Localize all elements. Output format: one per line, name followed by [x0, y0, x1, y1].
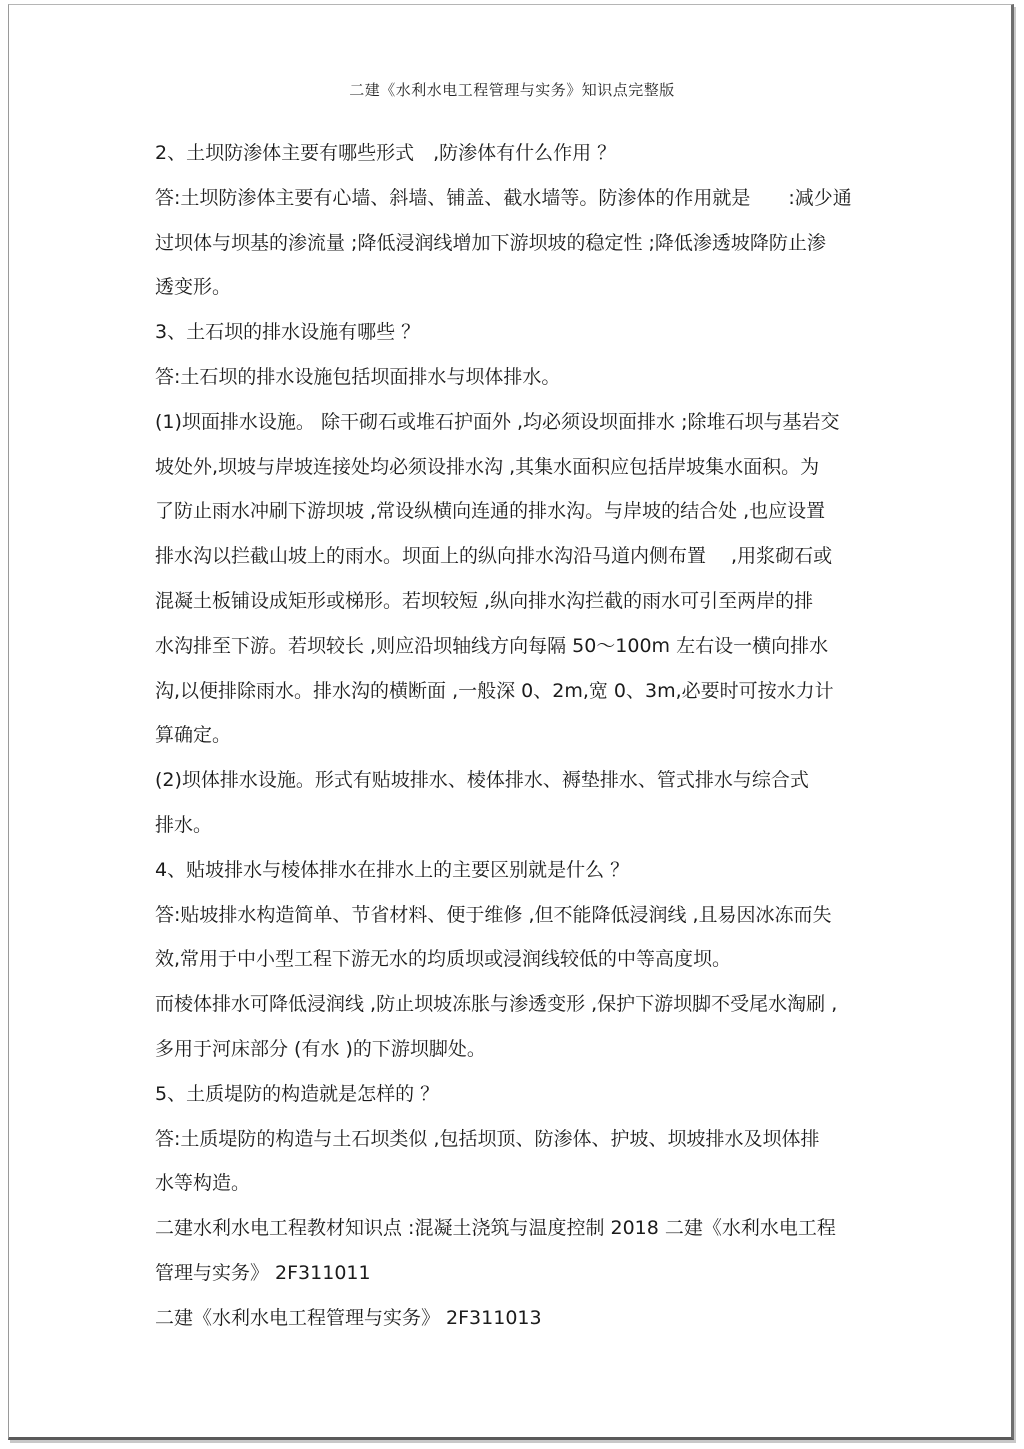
answer-4-line-2: 效,常用于中小型工程下游无水的均质坝或浸润线较低的中等高度坝。: [155, 948, 732, 971]
answer-3-item-1-line-2: 坡处外,坝坡与岸坡连接处均必须设排水沟 ,其集水面积应包括岸坡集水面积。为: [155, 455, 820, 478]
document-body: [155, 131, 895, 1341]
reference-line-3: 二建《水利水电工程管理与实务》 2F311013: [155, 1306, 542, 1329]
answer-3-item-1-line-7: 沟,以便排除雨水。排水沟的横断面 ,一般深 0、2m,宽 0、3m,必要时可按水力计: [155, 679, 834, 702]
answer-3-item-1-line-8: 算确定。: [155, 724, 232, 747]
reference-line-1: 二建水利水电工程教材知识点 :混凝土浇筑与温度控制 2018 二建《水利水电工程: [155, 1217, 836, 1240]
answer-4-line-3: 而棱体排水可降低浸润线 ,防止坝坡冻胀与渗透变形 ,保护下游坝脚不受尾水淘刷 ,: [155, 993, 838, 1016]
reference-line-2: 管理与实务》 2F311011: [155, 1261, 371, 1284]
question-3-title: 3、土石坝的排水设施有哪些 ？: [155, 321, 421, 344]
answer-3-line-1: 答:土石坝的排水设施包括坝面排水与坝体排水。: [155, 365, 561, 388]
question-2-title: 2、土坝防渗体主要有哪些形式 ,防渗体有什么作用 ？: [155, 142, 617, 164]
question-4-title: 4、贴坡排水与棱体排水在排水上的主要区别就是什么 ？: [155, 858, 630, 881]
document-page: [8, 4, 1014, 1440]
answer-2-line-3: 透变形。: [155, 276, 232, 299]
answer-3-item-1-line-3: 了防止雨水冲刷下游坝坡 ,常设纵横向连通的排水沟。与岸坡的结合处 ,也应设置: [155, 500, 826, 523]
answer-4-line-4: 多用于河床部分 (有水 )的下游坝脚处。: [155, 1037, 486, 1060]
answer-4-line-1: 答:贴坡排水构造简单、节省材料、便于维修 ,但不能降低浸润线 ,且易因冰冻而失: [155, 903, 832, 926]
page-header: 二建《水利水电工程管理与实务》知识点完整版: [349, 81, 675, 99]
answer-3-item-1-line-6: 水沟排至下游。若坝较长 ,则应沿坝轴线方向每隔 50～100m 左右设一横向排水: [155, 634, 829, 657]
answer-5-line-2: 水等构造。: [155, 1172, 251, 1195]
question-5-title: 5、土质堤防的构造就是怎样的 ？: [155, 1082, 440, 1105]
answer-3-item-2-line-1: (2)坝体排水设施。形式有贴坡排水、棱体排水、褥垫排水、管式排水与综合式: [155, 769, 809, 792]
answer-2-line-1: 答:土坝防渗体主要有心墙、斜墙、铺盖、截水墙等。防渗体的作用就是 :减少通: [155, 186, 852, 209]
answer-3-item-1-line-5: 混凝土板铺设成矩形或梯形。若坝较短 ,纵向排水沟拦截的雨水可引至两岸的排: [155, 589, 814, 612]
answer-3-item-2-line-2: 排水。: [155, 813, 213, 836]
answer-3-item-1-line-1: (1)坝面排水设施。 除干砌石或堆石护面外 ,均必须设坝面排水 ;除堆石坝与基岩交: [155, 410, 840, 433]
answer-2-line-2: 过坝体与坝基的渗流量 ;降低浸润线增加下游坝坡的稳定性 ;降低渗透坡降防止渗: [155, 231, 826, 254]
answer-5-line-1: 答:土质堤防的构造与土石坝类似 ,包括坝顶、防渗体、护坡、坝坡排水及坝体排: [155, 1127, 820, 1150]
answer-3-item-1-line-4: 排水沟以拦截山坡上的雨水。坝面上的纵向排水沟沿马道内侧布置 ,用浆砌石或: [155, 545, 833, 568]
